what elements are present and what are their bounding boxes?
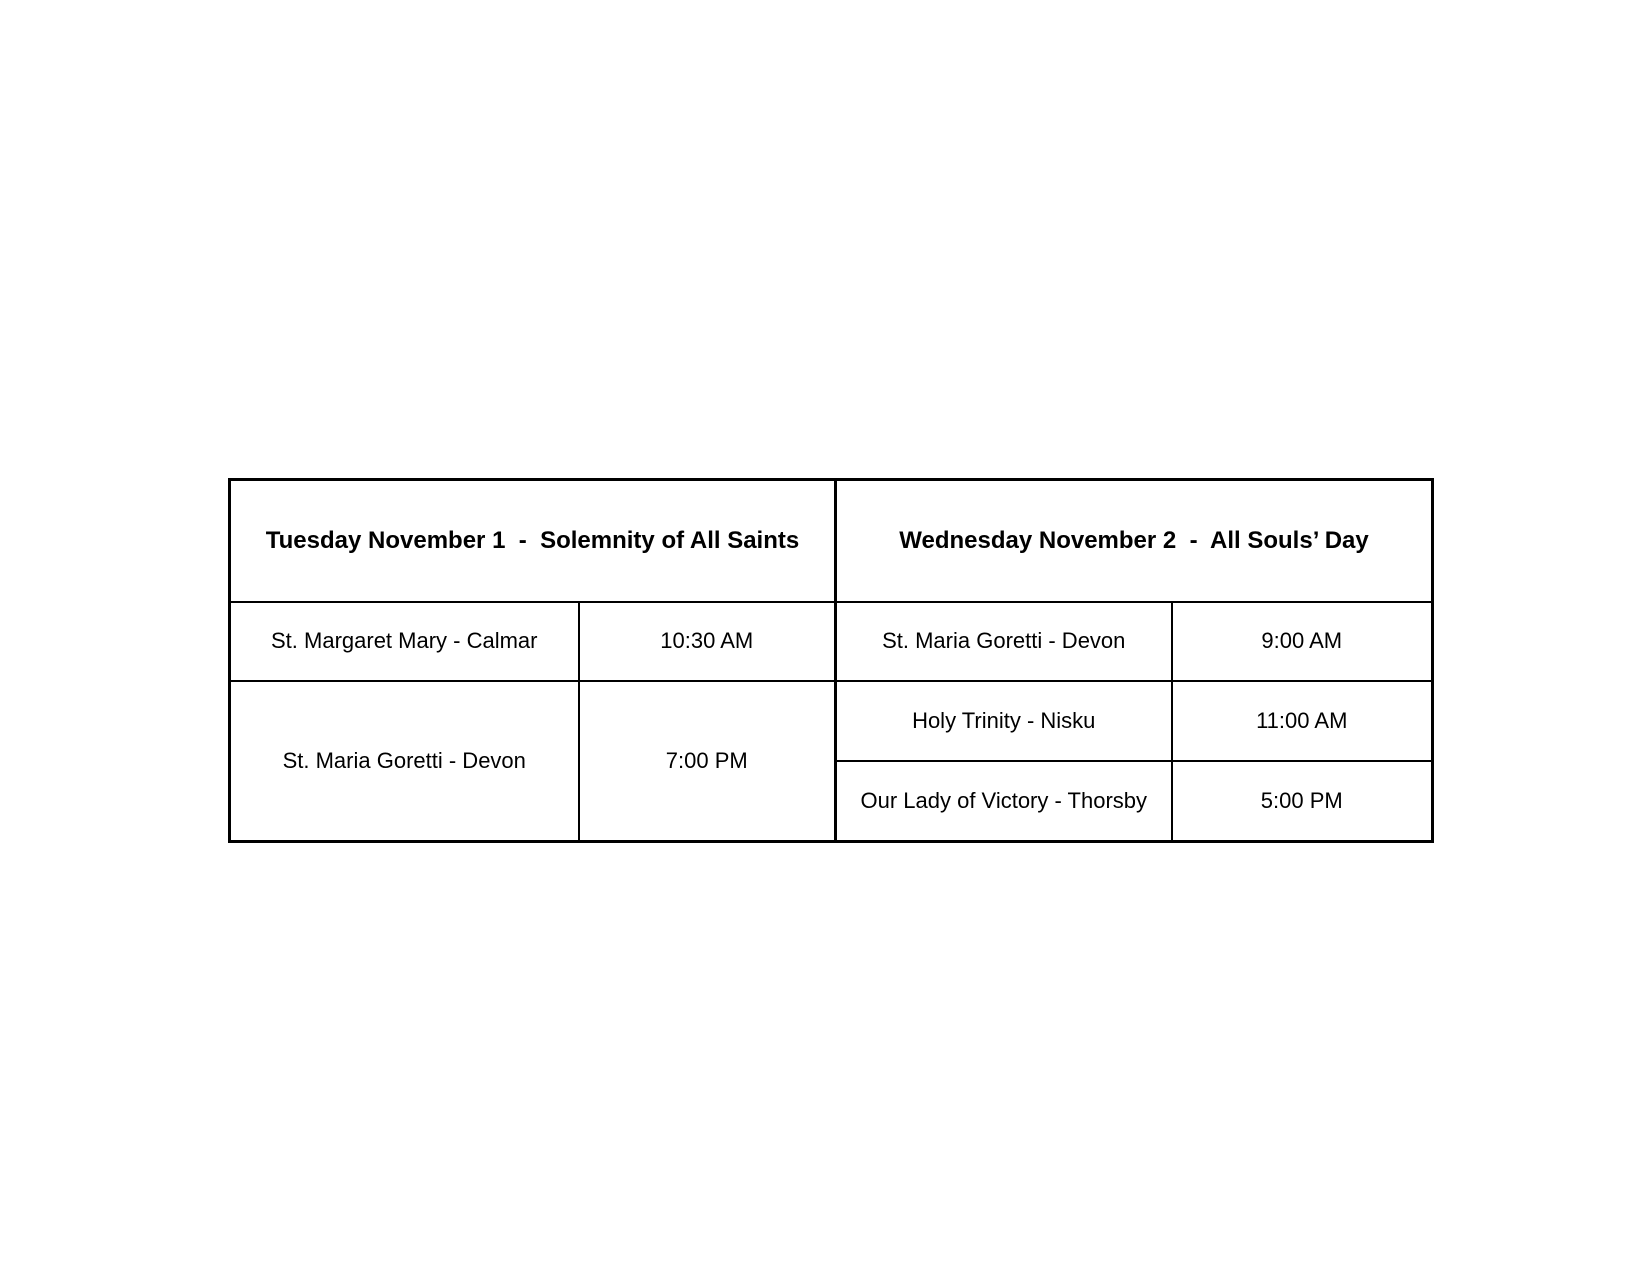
tuesday-location-cell — [230, 602, 579, 681]
wednesday-location: Our Lady of Victory - Thorsby — [860, 787, 1148, 813]
wednesday-location-cell — [836, 681, 1172, 761]
wednesday-time: 9:00 AM — [1261, 628, 1343, 654]
wednesday-location-cell — [836, 602, 1172, 681]
tuesday-time: 7:00 PM — [665, 747, 748, 773]
wednesday-time-cell — [1172, 761, 1433, 842]
wednesday-time: 5:00 PM — [1260, 787, 1343, 813]
tuesday-time: 10:30 AM — [660, 628, 754, 654]
tuesday-header-text: Tuesday November 1 - Solemnity of All Saints — [265, 526, 800, 554]
tuesday-location: St. Maria Goretti - Devon — [282, 747, 526, 773]
wednesday-time-cell — [1172, 602, 1433, 681]
table-row — [230, 602, 1433, 681]
wednesday-header — [836, 480, 1433, 603]
table-row — [230, 681, 1433, 761]
wednesday-location: St. Maria Goretti - Devon — [882, 628, 1126, 654]
wednesday-time: 11:00 AM — [1256, 707, 1348, 733]
wednesday-time-cell — [1172, 681, 1433, 761]
tuesday-time-cell — [579, 681, 836, 842]
mass-schedule-table — [228, 478, 1434, 843]
tuesday-time-cell — [579, 602, 836, 681]
header-row — [230, 480, 1433, 603]
wednesday-header-text: Wednesday November 2 - All Souls’ Day — [899, 526, 1369, 554]
tuesday-location: St. Margaret Mary - Calmar — [271, 628, 538, 654]
wednesday-location: Holy Trinity - Nisku — [912, 707, 1096, 733]
tuesday-location-cell — [230, 681, 579, 842]
tuesday-header — [230, 480, 836, 603]
wednesday-location-cell — [836, 761, 1172, 842]
